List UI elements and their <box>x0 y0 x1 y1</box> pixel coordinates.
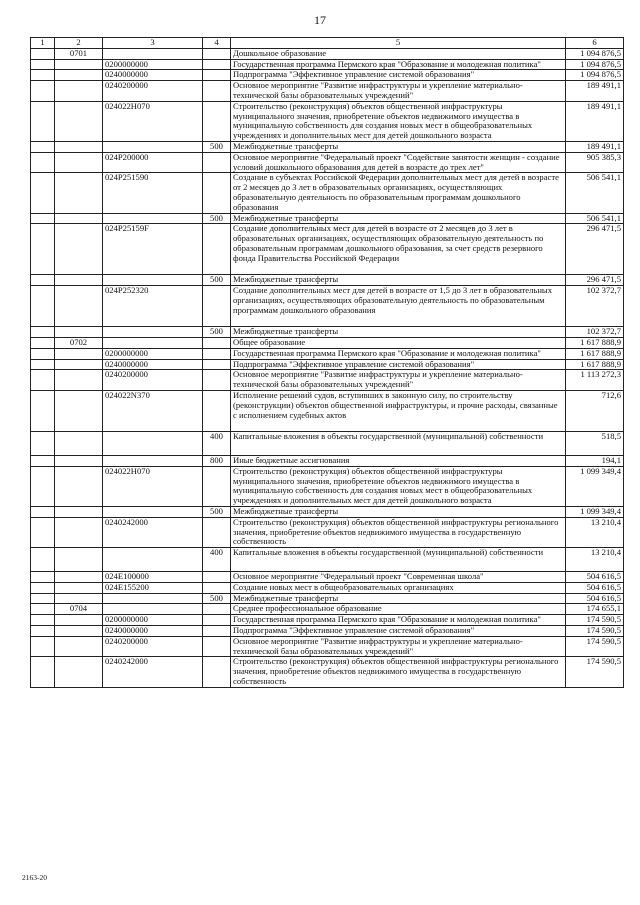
column-header: 5 <box>231 38 566 49</box>
expense-type-cell <box>203 517 231 547</box>
expense-type-cell <box>203 604 231 615</box>
table-row <box>31 517 624 547</box>
target-article-cell <box>103 604 203 615</box>
target-article-cell <box>103 548 203 572</box>
amount-cell: 905 385,3 <box>566 152 624 173</box>
expense-type-cell <box>203 286 231 327</box>
target-article-cell: 0240000000 <box>103 626 203 637</box>
target-article-cell <box>103 431 203 455</box>
section-code-cell <box>55 548 103 572</box>
target-article-cell: 0240000000 <box>103 70 203 81</box>
description-cell: Подпрограмма "Эффективное управление системой образования" <box>231 70 566 81</box>
target-article-cell <box>103 327 203 338</box>
description-cell: Межбюджетные трансферты <box>231 593 566 604</box>
expense-type-cell <box>203 348 231 359</box>
section-code-cell <box>55 466 103 506</box>
description-cell: Государственная программа Пермского края "Образование и молодежная политика" <box>231 348 566 359</box>
expense-type-cell: 500 <box>203 141 231 152</box>
target-article-cell: 0200000000 <box>103 348 203 359</box>
section-code-cell <box>55 390 103 431</box>
section-code-cell <box>55 59 103 70</box>
section-code-cell: 0701 <box>55 48 103 59</box>
section-code-cell <box>55 275 103 286</box>
description-cell: Межбюджетные трансферты <box>231 506 566 517</box>
col-1-cell <box>31 626 55 637</box>
table-row <box>31 604 624 615</box>
expense-type-cell: 500 <box>203 327 231 338</box>
target-article-cell: 0240242000 <box>103 517 203 547</box>
amount-cell: 174 590,5 <box>566 615 624 626</box>
section-code-cell <box>55 224 103 275</box>
table-row <box>31 81 624 102</box>
description-cell: Основное мероприятие "Федеральный проект "Современная школа" <box>231 572 566 583</box>
section-code-cell <box>55 152 103 173</box>
col-1-cell <box>31 59 55 70</box>
target-article-cell: 024Е100000 <box>103 572 203 583</box>
col-1-cell <box>31 370 55 391</box>
target-article-cell: 0200000000 <box>103 59 203 70</box>
description-cell: Строительство (реконструкция) объектов общественной инфраструктуры регионального значения, приобретение объектов недвижимого имущества в государственную собственность <box>231 657 566 687</box>
col-1-cell <box>31 572 55 583</box>
target-article-cell <box>103 337 203 348</box>
table-row <box>31 657 624 687</box>
table-row <box>31 48 624 59</box>
column-header: 1 <box>31 38 55 49</box>
expense-type-cell: 400 <box>203 548 231 572</box>
description-cell: Создание дополнительных мест для детей в возрасте от 2 месяцев до 3 лет в образовательных организациях, осуществляющих образовательную деятельность по образовательным программам дошкольного образования, за счет средств резервного фонда Правительства Российской Федерации <box>231 224 566 275</box>
col-1-cell <box>31 224 55 275</box>
description-cell: Подпрограмма "Эффективное управление системой образования" <box>231 626 566 637</box>
col-1-cell <box>31 348 55 359</box>
target-article-cell: 0240200000 <box>103 370 203 391</box>
expense-type-cell <box>203 359 231 370</box>
description-cell: Подпрограмма "Эффективное управление системой образования" <box>231 359 566 370</box>
description-cell: Межбюджетные трансферты <box>231 213 566 224</box>
expense-type-cell <box>203 152 231 173</box>
amount-cell: 504 616,5 <box>566 593 624 604</box>
expense-type-cell <box>203 173 231 213</box>
section-code-cell <box>55 348 103 359</box>
expense-type-cell: 500 <box>203 593 231 604</box>
amount-cell: 174 590,5 <box>566 626 624 637</box>
description-cell: Государственная программа Пермского края "Образование и молодежная политика" <box>231 59 566 70</box>
col-1-cell <box>31 517 55 547</box>
col-1-cell <box>31 48 55 59</box>
description-cell: Дошкольное образование <box>231 48 566 59</box>
target-article-cell <box>103 141 203 152</box>
table-row <box>31 626 624 637</box>
amount-cell: 174 590,5 <box>566 636 624 657</box>
table-row <box>31 359 624 370</box>
expense-type-cell: 500 <box>203 275 231 286</box>
target-article-cell <box>103 593 203 604</box>
col-1-cell <box>31 70 55 81</box>
col-1-cell <box>31 455 55 466</box>
table-row <box>31 593 624 604</box>
section-code-cell <box>55 213 103 224</box>
table-row <box>31 327 624 338</box>
description-cell: Общее образование <box>231 337 566 348</box>
expense-type-cell <box>203 48 231 59</box>
expense-type-cell <box>203 59 231 70</box>
col-1-cell <box>31 359 55 370</box>
table-row <box>31 141 624 152</box>
amount-cell: 504 616,5 <box>566 572 624 583</box>
section-code-cell <box>55 141 103 152</box>
amount-cell: 13 210,4 <box>566 548 624 572</box>
target-article-cell: 0240200000 <box>103 81 203 102</box>
table-row <box>31 224 624 275</box>
col-1-cell <box>31 173 55 213</box>
col-1-cell <box>31 615 55 626</box>
description-cell: Государственная программа Пермского края "Образование и молодежная политика" <box>231 615 566 626</box>
target-article-cell: 0200000000 <box>103 615 203 626</box>
expense-type-cell <box>203 466 231 506</box>
section-code-cell <box>55 101 103 141</box>
column-header: 3 <box>103 38 203 49</box>
section-code-cell <box>55 370 103 391</box>
amount-cell: 102 372,7 <box>566 286 624 327</box>
amount-cell: 194,1 <box>566 455 624 466</box>
description-cell: Среднее профессиональное образование <box>231 604 566 615</box>
amount-cell: 13 210,4 <box>566 517 624 547</box>
section-code-cell <box>55 455 103 466</box>
table-row <box>31 101 624 141</box>
amount-cell: 296 471,5 <box>566 224 624 275</box>
budget-table <box>30 37 624 688</box>
section-code-cell <box>55 517 103 547</box>
section-code-cell <box>55 572 103 583</box>
col-1-cell <box>31 286 55 327</box>
section-code-cell <box>55 431 103 455</box>
footer-code: 2163-20 <box>22 873 47 882</box>
amount-cell: 712,6 <box>566 390 624 431</box>
col-1-cell <box>31 81 55 102</box>
target-article-cell <box>103 48 203 59</box>
col-1-cell <box>31 636 55 657</box>
col-1-cell <box>31 213 55 224</box>
description-cell: Капитальные вложения в объекты государственной (муниципальной) собственности <box>231 431 566 455</box>
expense-type-cell <box>203 390 231 431</box>
target-article-cell <box>103 275 203 286</box>
section-code-cell <box>55 81 103 102</box>
description-cell: Строительство (реконструкция) объектов общественной инфраструктуры регионального значения, приобретение объектов недвижимого имущества в государственную собственность <box>231 517 566 547</box>
target-article-cell <box>103 506 203 517</box>
section-code-cell: 0702 <box>55 337 103 348</box>
amount-cell: 1 094 876,5 <box>566 59 624 70</box>
amount-cell: 1 617 888,9 <box>566 337 624 348</box>
col-1-cell <box>31 141 55 152</box>
expense-type-cell <box>203 572 231 583</box>
expense-type-cell <box>203 101 231 141</box>
amount-cell: 1 617 888,9 <box>566 348 624 359</box>
amount-cell: 1 099 349,4 <box>566 506 624 517</box>
expense-type-cell <box>203 615 231 626</box>
description-cell: Иные бюджетные ассигнования <box>231 455 566 466</box>
description-cell: Межбюджетные трансферты <box>231 141 566 152</box>
section-code-cell <box>55 70 103 81</box>
amount-cell: 189 491,1 <box>566 101 624 141</box>
target-article-cell: 0240242000 <box>103 657 203 687</box>
col-1-cell <box>31 390 55 431</box>
expense-type-cell: 400 <box>203 431 231 455</box>
target-article-cell: 024022Н070 <box>103 101 203 141</box>
amount-cell: 1 094 876,5 <box>566 70 624 81</box>
table-row <box>31 390 624 431</box>
expense-type-cell <box>203 657 231 687</box>
target-article-cell: 0240200000 <box>103 636 203 657</box>
description-cell: Создание дополнительных мест для детей в возрасте от 1,5 до 3 лет в образовательных организациях, осуществляющих образовательную деятельность по образовательным программам дошкольного образования <box>231 286 566 327</box>
table-row <box>31 59 624 70</box>
table-row <box>31 615 624 626</box>
description-cell: Строительство (реконструкция) объектов общественной инфраструктуры муниципального значения, приобретение объектов недвижимого имущества в муниципальную собственность для создания новых мест в общеобразовательных учреждениях и дополнительных мест для детей дошкольного возраста <box>231 466 566 506</box>
amount-cell: 189 491,1 <box>566 81 624 102</box>
target-article-cell: 0240000000 <box>103 359 203 370</box>
table-row <box>31 431 624 455</box>
col-1-cell <box>31 582 55 593</box>
target-article-cell: 024Р25159F <box>103 224 203 275</box>
expense-type-cell <box>203 582 231 593</box>
amount-cell: 296 471,5 <box>566 275 624 286</box>
section-code-cell <box>55 359 103 370</box>
table-row <box>31 572 624 583</box>
table-row <box>31 152 624 173</box>
table-row <box>31 70 624 81</box>
table-row <box>31 506 624 517</box>
section-code-cell <box>55 582 103 593</box>
description-cell: Исполнение решений судов, вступивших в законную силу, по строительству (реконструкции) объектов общественной инфраструктуры, и прочие расходы, связанные с исполнением судебных актов <box>231 390 566 431</box>
table-row <box>31 286 624 327</box>
section-code-cell <box>55 173 103 213</box>
target-article-cell: 024Р251590 <box>103 173 203 213</box>
expense-type-cell <box>203 370 231 391</box>
amount-cell: 102 372,7 <box>566 327 624 338</box>
section-code-cell <box>55 327 103 338</box>
section-code-cell <box>55 593 103 604</box>
col-1-cell <box>31 337 55 348</box>
col-1-cell <box>31 604 55 615</box>
column-header: 2 <box>55 38 103 49</box>
table-row <box>31 275 624 286</box>
expense-type-cell <box>203 337 231 348</box>
table-row <box>31 636 624 657</box>
column-header: 4 <box>203 38 231 49</box>
section-code-cell <box>55 626 103 637</box>
amount-cell: 504 616,5 <box>566 582 624 593</box>
col-1-cell <box>31 506 55 517</box>
amount-cell: 189 491,1 <box>566 141 624 152</box>
description-cell: Основное мероприятие "Развитие инфраструктуры и укрепление материально-технической базы образовательных учреждений" <box>231 81 566 102</box>
table-row <box>31 548 624 572</box>
description-cell: Создание в субъектах Российской Федерации дополнительных мест для детей в возрасте от 2 месяцев до 3 лет в образовательных организациях, осуществляющих образовательную деятельность по образовательным программам дошкольного образования <box>231 173 566 213</box>
target-article-cell <box>103 455 203 466</box>
section-code-cell <box>55 506 103 517</box>
section-code-cell <box>55 286 103 327</box>
amount-cell: 1 617 888,9 <box>566 359 624 370</box>
expense-type-cell <box>203 70 231 81</box>
col-1-cell <box>31 657 55 687</box>
table-row <box>31 466 624 506</box>
column-header: 6 <box>566 38 624 49</box>
target-article-cell: 024022Н070 <box>103 466 203 506</box>
page-number: 17 <box>314 13 326 27</box>
amount-cell: 1 099 349,4 <box>566 466 624 506</box>
col-1-cell <box>31 431 55 455</box>
col-1-cell <box>31 593 55 604</box>
col-1-cell <box>31 548 55 572</box>
target-article-cell: 024Р200000 <box>103 152 203 173</box>
amount-cell: 174 655,1 <box>566 604 624 615</box>
table-row <box>31 213 624 224</box>
expense-type-cell <box>203 224 231 275</box>
section-code-cell <box>55 657 103 687</box>
amount-cell: 1 094 876,5 <box>566 48 624 59</box>
target-article-cell <box>103 213 203 224</box>
section-code-cell <box>55 636 103 657</box>
section-code-cell <box>55 615 103 626</box>
col-1-cell <box>31 275 55 286</box>
col-1-cell <box>31 466 55 506</box>
table-row <box>31 173 624 213</box>
description-cell: Создание новых мест в общеобразовательных организациях <box>231 582 566 593</box>
col-1-cell <box>31 152 55 173</box>
amount-cell: 1 113 272,3 <box>566 370 624 391</box>
table-row <box>31 348 624 359</box>
section-code-cell: 0704 <box>55 604 103 615</box>
amount-cell: 506 541,1 <box>566 173 624 213</box>
expense-type-cell <box>203 636 231 657</box>
expense-type-cell <box>203 626 231 637</box>
table-row <box>31 455 624 466</box>
expense-type-cell <box>203 81 231 102</box>
description-cell: Капитальные вложения в объекты государственной (муниципальной) собственности <box>231 548 566 572</box>
target-article-cell: 024022N370 <box>103 390 203 431</box>
table-row <box>31 337 624 348</box>
target-article-cell: 024Е155200 <box>103 582 203 593</box>
description-cell: Основное мероприятие "Развитие инфраструктуры и укрепление материально-технической базы образовательных учреждений" <box>231 636 566 657</box>
description-cell: Межбюджетные трансферты <box>231 327 566 338</box>
table-header-row <box>31 38 624 49</box>
amount-cell: 506 541,1 <box>566 213 624 224</box>
table-row <box>31 582 624 593</box>
expense-type-cell: 500 <box>203 213 231 224</box>
description-cell: Строительство (реконструкция) объектов общественной инфраструктуры муниципального значения, приобретение объектов недвижимого имущества в муниципальную собственность для создания новых мест в общеобразовательных учреждениях и дополнительных мест для детей дошкольного возраста <box>231 101 566 141</box>
table-row <box>31 370 624 391</box>
description-cell: Основное мероприятие "Развитие инфраструктуры и укрепление материально-технической базы образовательных учреждений" <box>231 370 566 391</box>
amount-cell: 518,5 <box>566 431 624 455</box>
expense-type-cell: 500 <box>203 506 231 517</box>
target-article-cell: 024Р252320 <box>103 286 203 327</box>
description-cell: Межбюджетные трансферты <box>231 275 566 286</box>
amount-cell: 174 590,5 <box>566 657 624 687</box>
expense-type-cell: 800 <box>203 455 231 466</box>
col-1-cell <box>31 101 55 141</box>
description-cell: Основное мероприятие "Федеральный проект "Содействие занятости женщин - создание условий дошкольного образования для детей в возрасте до трех лет" <box>231 152 566 173</box>
col-1-cell <box>31 327 55 338</box>
